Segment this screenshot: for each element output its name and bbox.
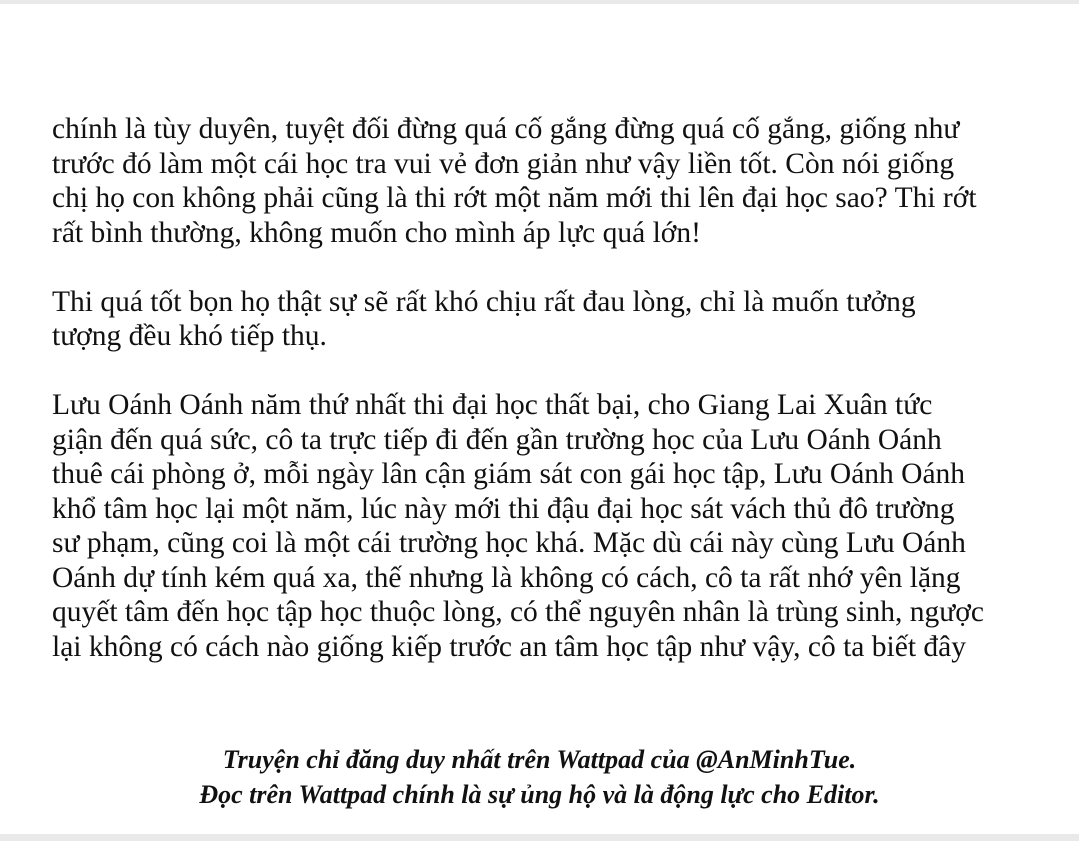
text-line: giận đến quá sức, cô ta trực tiếp đi đến gần trường học của Lưu Oánh Oánh [52,423,942,456]
text-line: trước đó làm một cái học tra vui vẻ đơn giản như vậy liền tốt. Còn nói giống [52,147,955,180]
text-line: chính là tùy duyên, tuyệt đối đừng quá cố gắng đừng quá cố gắng, giống như [52,113,960,145]
story-text [52,112,1052,699]
text-line: Thi quá tốt bọn họ thật sự sẽ rất khó chịu rất đau lòng, chỉ là muốn tưởng [52,285,916,318]
footer-line-2: Đọc trên Wattpad chính là sự ủng hộ và là động lực cho Editor. [199,780,880,809]
document-page [0,4,1079,834]
footer-line-1: Truyện chỉ đăng duy nhất trên Wattpad của @AnMinhTue. [222,745,857,774]
text-line: Lưu Oánh Oánh năm thứ nhất thi đại học thất bại, cho Giang Lai Xuân tức [52,389,933,421]
paragraph-2 [52,285,1052,354]
text-line: tượng đều khó tiếp thụ. [52,320,327,352]
text-line: sư phạm, cũng coi là một cái trường học khá. Mặc dù cái này cùng Lưu Oánh [52,527,966,559]
text-line: lại không có cách nào giống kiếp trước an tâm học tập như vậy, cô ta biết đây [52,630,966,663]
footer-notice [0,742,1079,812]
text-line: Oánh dự tính kém quá xa, thế nhưng là không có cách, cô ta rất nhớ yên lặng [52,561,961,594]
text-line: khổ tâm học lại một năm, lúc này mới thi đậu đại học sát vách thủ đô trường [52,492,955,525]
text-line: quyết tâm đến học tập học thuộc lòng, có thể nguyên nhân là trùng sinh, ngược [52,596,984,628]
text-line: rất bình thường, không muốn cho mình áp lực quá lớn! [52,216,701,249]
paragraph-3 [52,388,1052,664]
paragraph-1 [52,112,1052,250]
text-line: chị họ con không phải cũng là thi rớt một năm mới thi lên đại học sao? Thi rớt [52,182,977,214]
text-line: thuê cái phòng ở, mỗi ngày lân cận giám sát con gái học tập, Lưu Oánh Oánh [52,458,966,490]
